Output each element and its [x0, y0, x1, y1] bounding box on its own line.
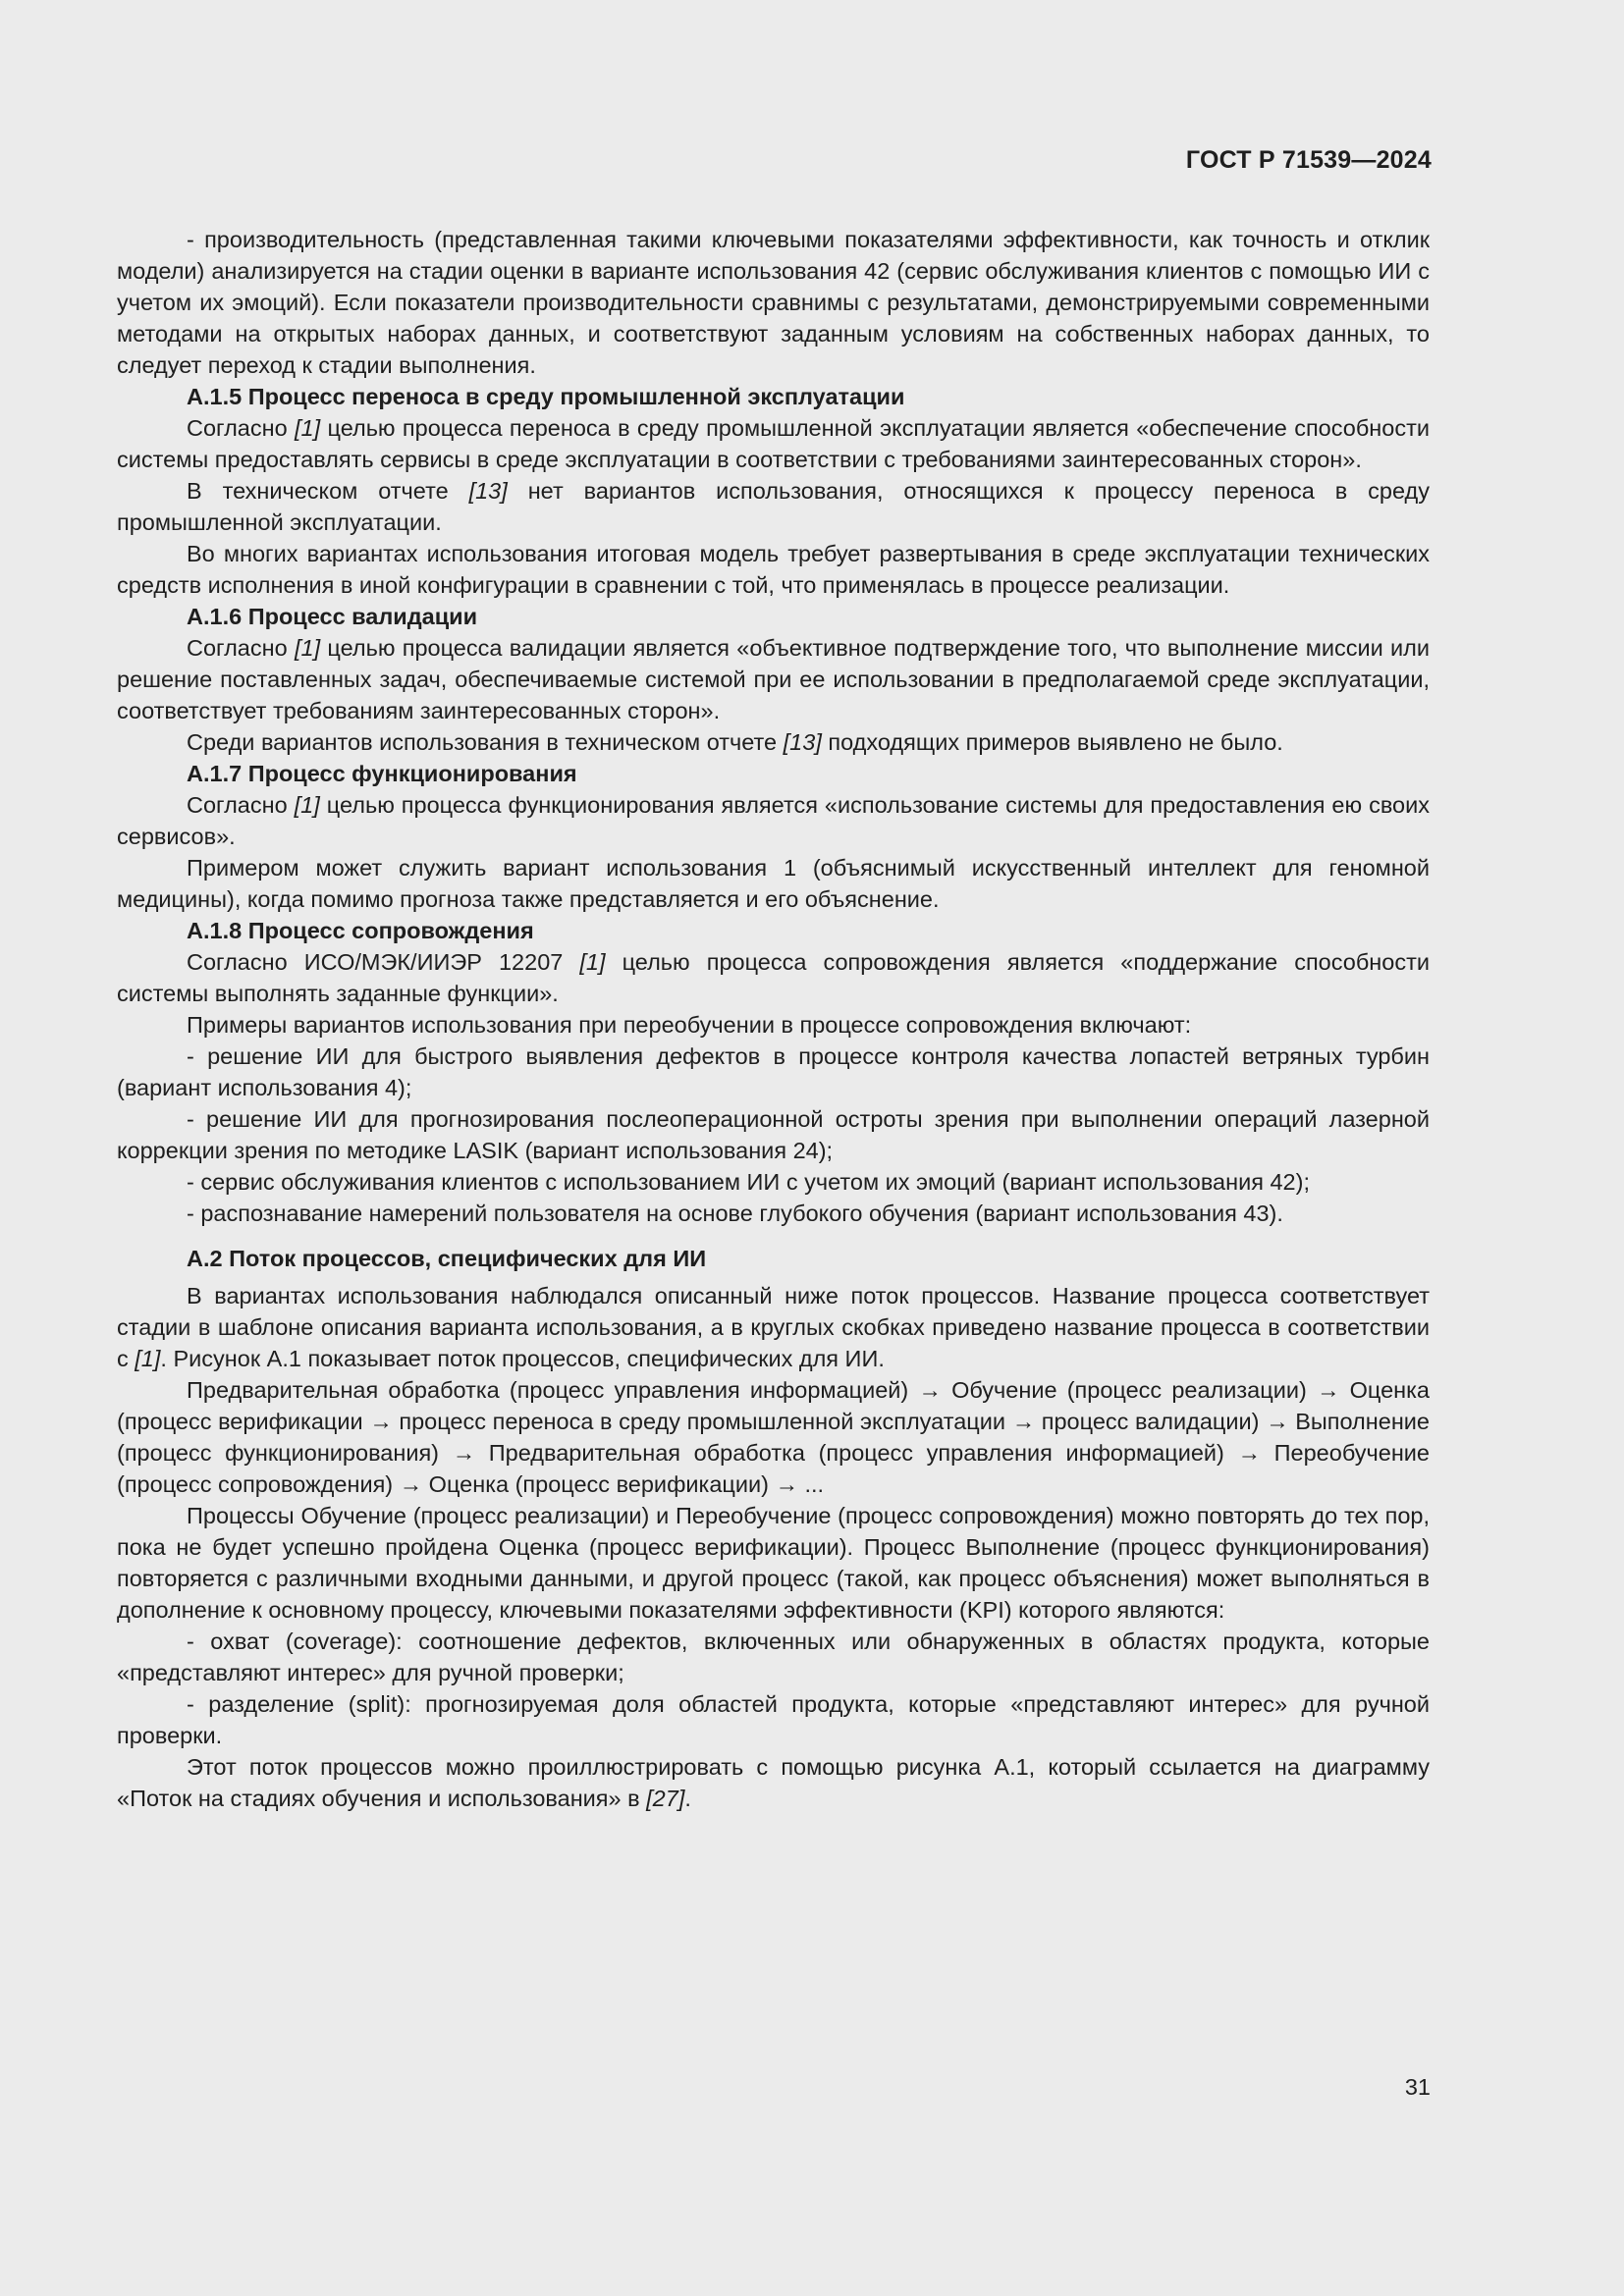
reference-link: [27]	[646, 1786, 685, 1811]
reference-link: [1]	[135, 1346, 161, 1371]
page-number: 31	[1404, 2074, 1431, 2100]
list-item: - охват (coverage): соотношение дефектов, включенных или обнаруженных в областях продукта, которые «представляют интерес» для ручной проверки;	[117, 1629, 1430, 1685]
paragraph: Примеры вариантов использования при переобучении в процессе сопровождения включают:	[187, 1012, 1192, 1038]
paragraph: Согласно [1] целью процесса валидации является «объективное подтверждение того, что выполнение миссии или решение поставленных задач, обеспечиваемые системой при ее использовании в предполагаемой среде эксплуатации, соответствует требованиям заинтересованных сторон».	[117, 635, 1430, 723]
paragraph: Процессы Обучение (процесс реализации) и Переобучение (процесс сопровождения) можно повторять до тех пор, пока не будет успешно пройдена Оценка (процесс верификации). Процесс Выполнение (процесс функционирования) повторяется с различными входными данными, и другой процесс (такой, как процесс объяснения) может выполняться в дополнение к основному процессу, ключевыми показателями эффективности (KPI) которого являются:	[117, 1503, 1430, 1623]
section-heading-a18: А.1.8 Процесс сопровождения	[187, 918, 534, 943]
paragraph: В вариантах использования наблюдался описанный ниже поток процессов. Название процесса соответствует стадии в шаблоне описания варианта использования, а в круглых скобках приведено название процесса в соответствии с [1]. Рисунок А.1 показывает поток процессов, специфических для ИИ.	[117, 1283, 1430, 1371]
reference-link: [1]	[294, 635, 321, 661]
reference-link: [1]	[295, 415, 321, 441]
section-heading-a15: А.1.5 Процесс переноса в среду промышленной эксплуатации	[187, 384, 905, 409]
section-heading-a16: А.1.6 Процесс валидации	[187, 604, 478, 629]
paragraph: Согласно [1] целью процесса переноса в среду промышленной эксплуатации является «обеспечение способности системы предоставлять сервисы в среде эксплуатации в соответствии с требованиями заинтересованных сторон».	[117, 415, 1430, 472]
paragraph: Согласно ИСО/МЭК/ИИЭР 12207 [1] целью процесса сопровождения является «поддержание способности системы выполнять заданные функции».	[117, 949, 1430, 1006]
standard-code: ГОСТ Р 71539—2024	[1185, 146, 1432, 174]
document-body	[117, 224, 1430, 1814]
section-heading-a17: А.1.7 Процесс функционирования	[187, 761, 577, 786]
list-item: - разделение (split): прогнозируемая доля областей продукта, которые «представляют интерес» для ручной проверки.	[117, 1691, 1430, 1748]
paragraph: Среди вариантов использования в техническом отчете [13] подходящих примеров выявлено не было.	[187, 729, 1283, 755]
list-item: - сервис обслуживания клиентов с использованием ИИ с учетом их эмоций (вариант использования 42);	[187, 1169, 1310, 1195]
reference-link: [1]	[294, 792, 320, 818]
paragraph: Предварительная обработка (процесс управления информацией) → Обучение (процесс реализации) → Оценка (процесс верификации → процесс переноса в среду промышленной эксплуатации → процесс валидации) → Выполнение (процесс функционирования) → Предварительная обработка (процесс управления информацией) → Переобучение (процесс сопровождения) → Оценка (процесс верификации) → ...	[117, 1377, 1430, 1497]
reference-link: [1]	[579, 949, 606, 975]
reference-link: [13]	[468, 478, 508, 504]
paragraph: Согласно [1] целью процесса функционирования является «использование системы для предоставления ею своих сервисов».	[117, 792, 1430, 849]
list-item: - решение ИИ для прогнозирования послеоперационной остроты зрения при выполнении операций лазерной коррекции зрения по методике LASIK (вариант использования 24);	[117, 1106, 1430, 1163]
paragraph: Во многих вариантах использования итоговая модель требует развертывания в среде эксплуатации технических средств исполнения в иной конфигурации в сравнении с той, что применялась в процессе реализации.	[117, 541, 1430, 598]
paragraph: Этот поток процессов можно проиллюстрировать с помощью рисунка А.1, который ссылается на диаграмму «Поток на стадиях обучения и использования» в [27].	[117, 1754, 1430, 1811]
reference-link: [13]	[783, 729, 822, 755]
paragraph: - производительность (представленная такими ключевыми показателями эффективности, как точность и отклик модели) анализируется на стадии оценки в варианте использования 42 (сервис обслуживания клиентов с помощью ИИ с учетом их эмоций). Если показатели производительности сравнимы с результатами, демонстрируемыми современными методами на открытых наборах данных, и соответствуют заданным условиям на собственных наборах данных, то следует переход к стадии выполнения.	[117, 227, 1430, 378]
list-item: - распознавание намерений пользователя на основе глубокого обучения (вариант использования 43).	[187, 1201, 1283, 1226]
list-item: - решение ИИ для быстрого выявления дефектов в процессе контроля качества лопастей ветряных турбин (вариант использования 4);	[117, 1043, 1430, 1100]
paragraph: В техническом отчете [13] нет вариантов использования, относящихся к процессу переноса в среду промышленной эксплуатации.	[117, 478, 1431, 535]
section-heading-a2: А.2 Поток процессов, специфических для ИИ	[187, 1246, 707, 1271]
paragraph: Примером может служить вариант использования 1 (объяснимый искусственный интеллект для геномной медицины), когда помимо прогноза также представляется и его объяснение.	[117, 855, 1430, 912]
